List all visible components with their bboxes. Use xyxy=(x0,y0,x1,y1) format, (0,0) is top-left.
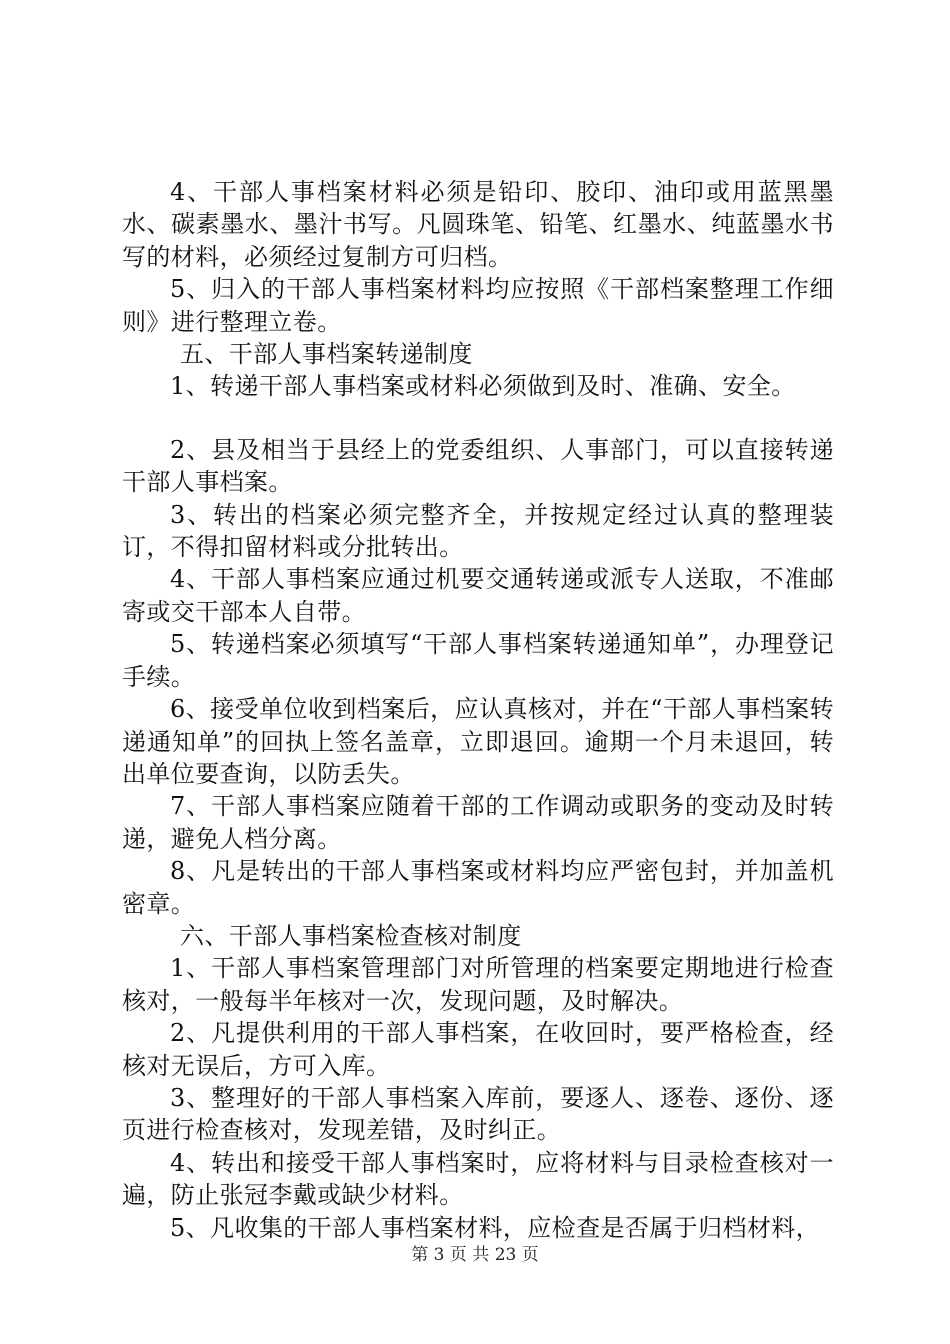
document-body xyxy=(122,176,834,1244)
paragraph-materials-filing: 5、归入的干部人事档案材料均应按照《干部档案整理工作细则》进行整理立卷。 xyxy=(122,275,834,336)
paragraph-transfer-6: 6、接受单位收到档案后，应认真核对，并在“干部人事档案转递通知单”的回执上签名盖章，立即退回。逾期一个月未退回，转出单位要查询，以防丢失。 xyxy=(122,695,834,788)
paragraph-transfer-7: 7、干部人事档案应随着干部的工作调动或职务的变动及时转递，避免人档分离。 xyxy=(122,792,834,853)
paragraph-materials-writing: 4、干部人事档案材料必须是铅印、胶印、油印或用蓝黑墨水、碳素墨水、墨汁书写。凡圆珠笔、铅笔、红墨水、纯蓝墨水书写的材料，必须经过复制方可归档。 xyxy=(122,178,834,271)
paragraph-inspection-5: 5、凡收集的干部人事档案材料，应检查是否属于归档材料， xyxy=(170,1213,821,1242)
paragraph-transfer-8: 8、凡是转出的干部人事档案或材料均应严密包封，并加盖机密章。 xyxy=(122,857,834,918)
paragraph-transfer-2: 2、县及相当于县经上的党委组织、人事部门，可以直接转递干部人事档案。 xyxy=(122,435,834,497)
page-number-footer: 第 3 页 共 23 页 xyxy=(411,1245,539,1265)
paragraph-transfer-3: 3、转出的档案必须完整齐全，并按规定经过认真的整理装订，不得扣留材料或分批转出。 xyxy=(122,500,834,562)
section-heading-inspection: 六、干部人事档案检查核对制度 xyxy=(180,921,522,950)
paragraph-transfer-5: 5、转递档案必须填写“干部人事档案转递通知单”，办理登记手续。 xyxy=(122,630,834,691)
section-heading-transfer: 五、干部人事档案转递制度 xyxy=(180,340,473,369)
paragraph-transfer-1: 1、转递干部人事档案或材料必须做到及时、准确、安全。 xyxy=(170,372,796,401)
paragraph-inspection-3: 3、整理好的干部人事档案入库前，要逐人、逐卷、逐份、逐页进行检查核对，发现差错，及时纠正。 xyxy=(122,1083,834,1145)
paragraph-inspection-1: 1、干部人事档案管理部门对所管理的档案要定期地进行检查核对，一般每半年核对一次，发现问题，及时解决。 xyxy=(122,954,834,1015)
paragraph-transfer-4: 4、干部人事档案应通过机要交通转递或派专人送取，不准邮寄或交干部本人自带。 xyxy=(122,565,834,626)
paragraph-inspection-4: 4、转出和接受干部人事档案时，应将材料与目录检查核对一遍，防止张冠李戴或缺少材料。 xyxy=(122,1148,834,1210)
paragraph-inspection-2: 2、凡提供利用的干部人事档案，在收回时，要严格检查，经核对无误后，方可入库。 xyxy=(122,1019,834,1080)
